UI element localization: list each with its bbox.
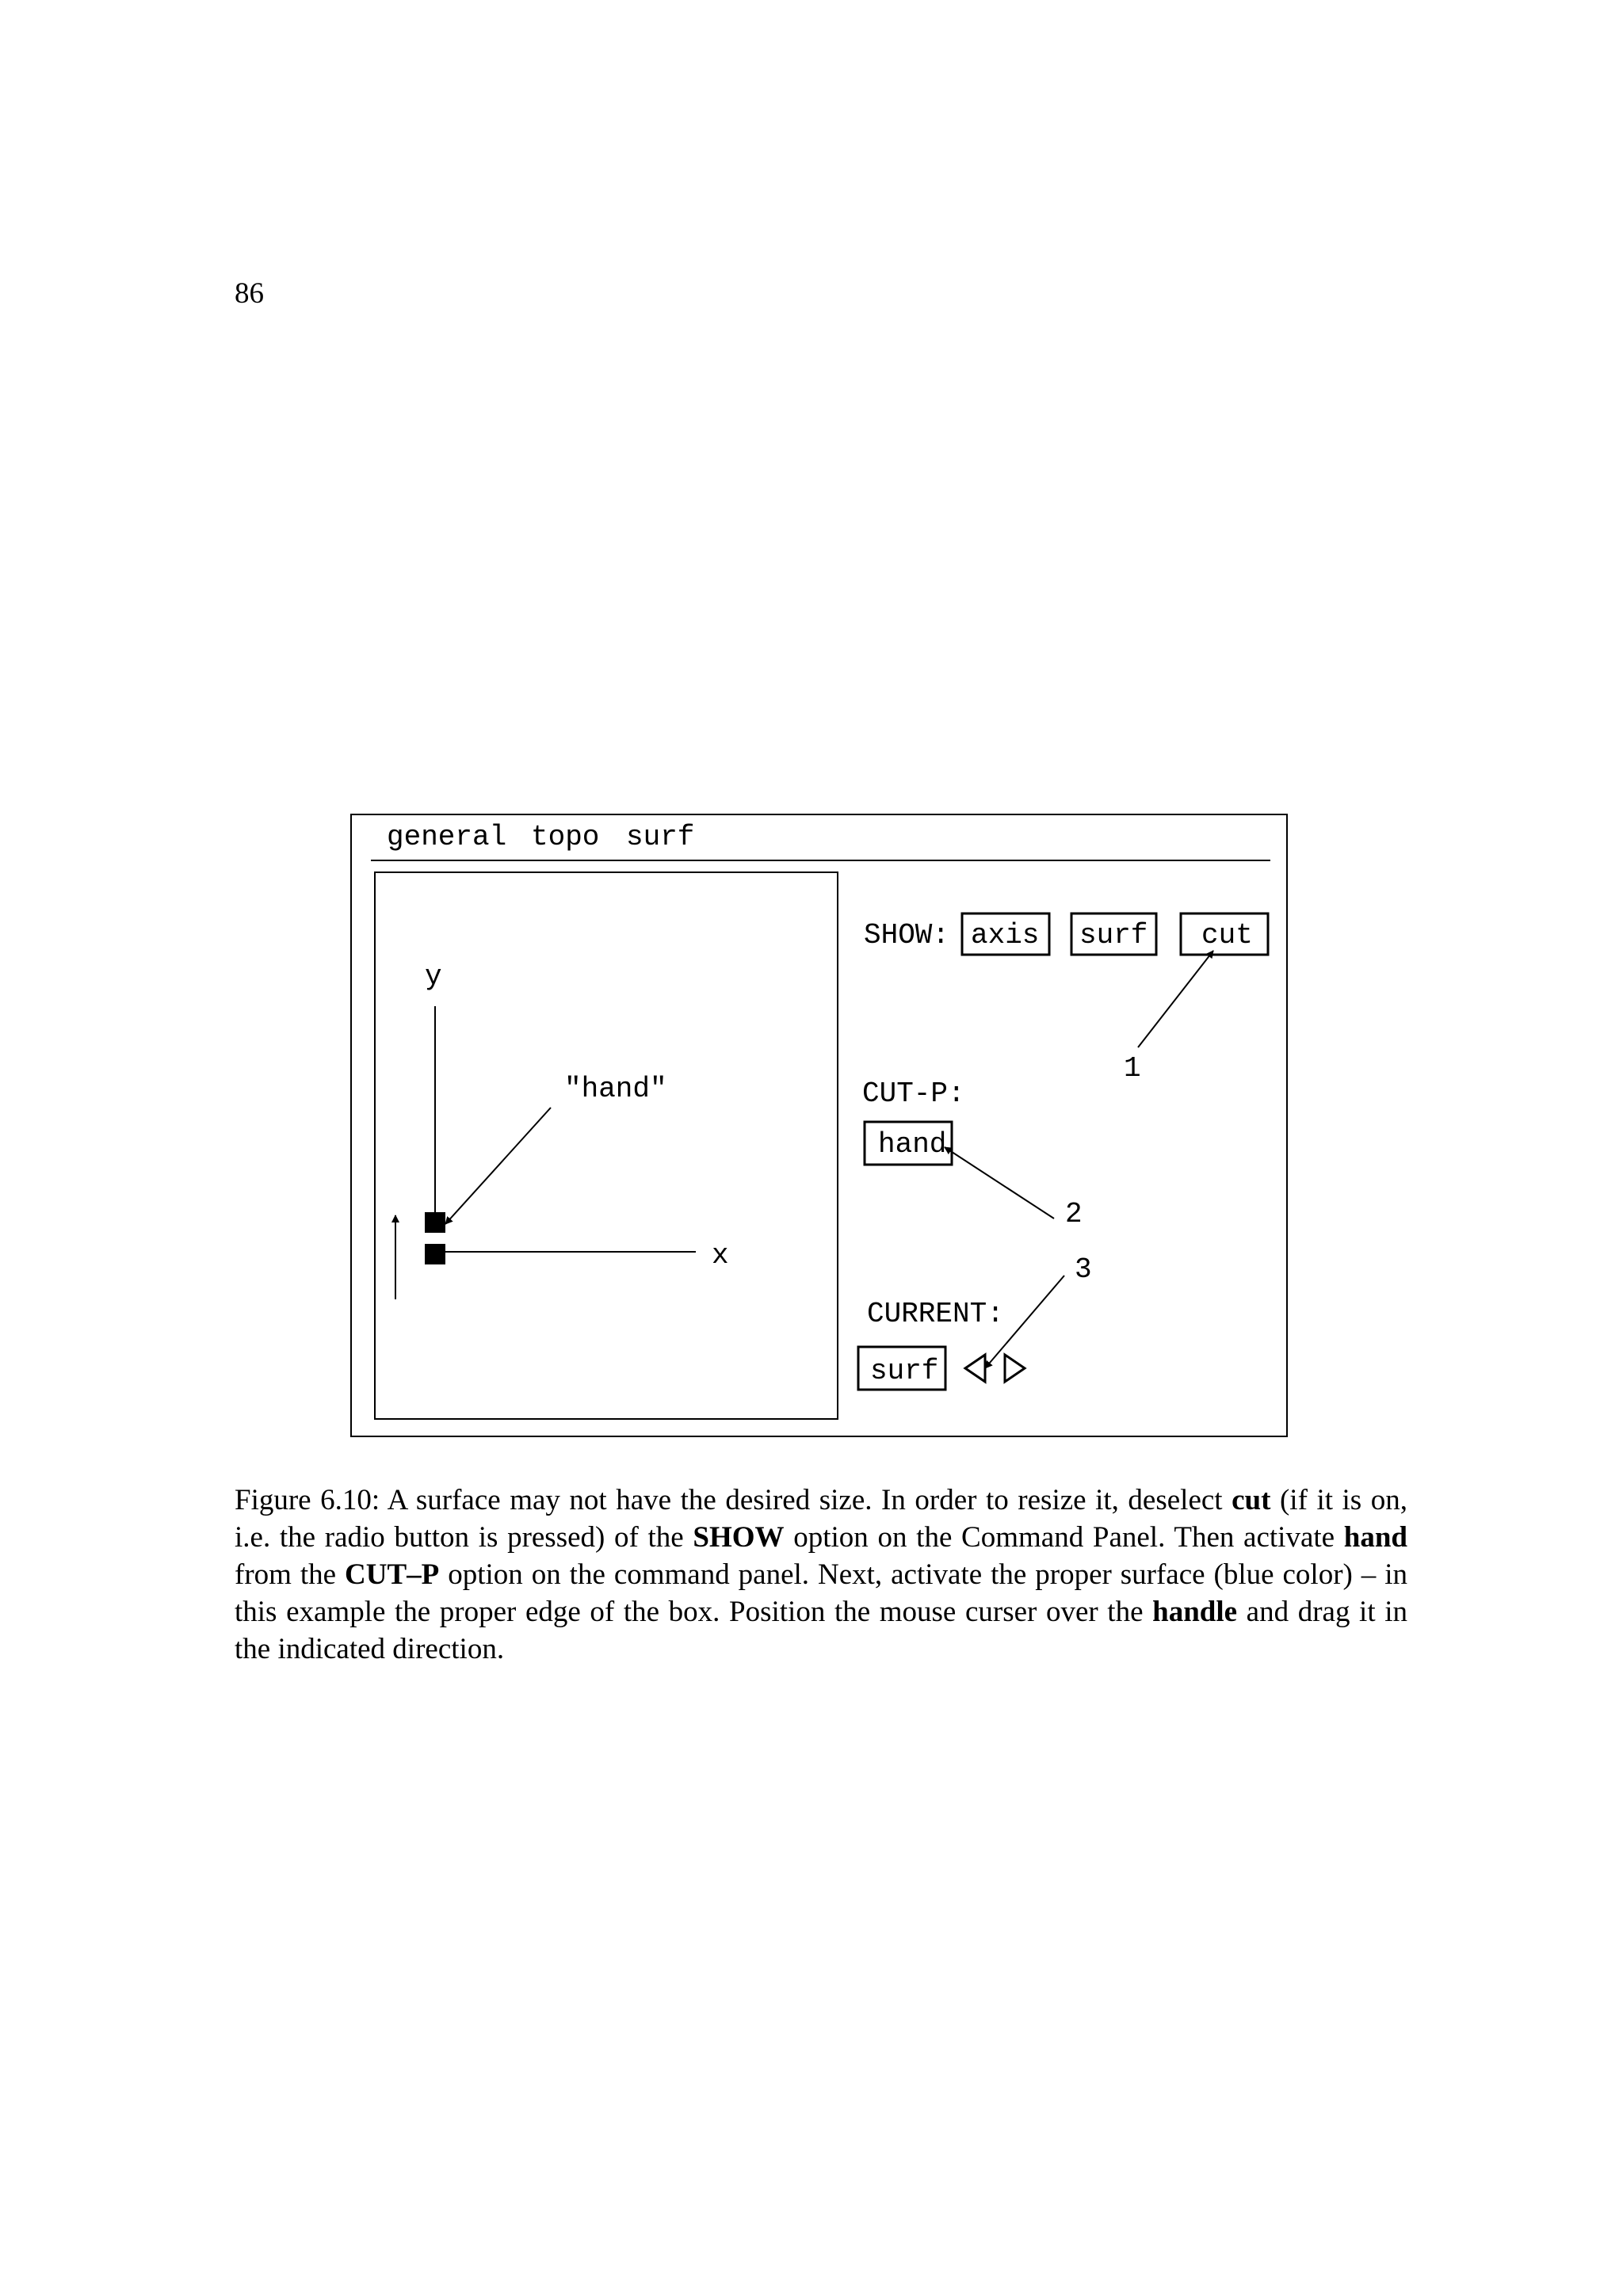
handle-bottom[interactable] [425,1244,445,1264]
show-cut-button[interactable]: cut [1201,919,1253,952]
current-option [858,1298,1025,1390]
callout-2-label: 2 [1065,1198,1083,1230]
current-prev-arrow-icon[interactable] [965,1355,985,1382]
callout-1-arrow [1138,951,1213,1047]
caption-bold-cut-p: CUT–P [345,1558,440,1591]
caption-bold-show: SHOW [693,1521,785,1554]
cut-p-option [862,1077,965,1165]
window-frame [351,814,1287,1436]
viewport [375,872,838,1419]
menu-bar [371,821,1270,860]
cut-p-label: CUT-P: [862,1077,965,1110]
caption-bold-handle: handle [1152,1596,1238,1628]
caption-text: option on the Command Panel. Then activate [784,1521,1344,1554]
callout-3-label: 3 [1075,1253,1092,1286]
figure-caption [235,1482,1407,1668]
current-surf-button[interactable]: surf [870,1355,939,1387]
hand-annotation-arrow [445,1108,551,1224]
caption-text: and drag it in the indicated direction. [235,1596,1407,1665]
show-axis-button[interactable]: axis [971,919,1040,952]
show-label: SHOW: [864,919,950,952]
caption-text: from the [235,1558,346,1591]
menu-item-surf[interactable]: surf [626,821,695,853]
show-option [864,913,1268,955]
callout-2-arrow [945,1147,1054,1219]
hand-annotation: "hand" [564,1073,667,1105]
viewport-frame [375,872,838,1419]
page-number: 86 [235,277,264,310]
caption-text: (if it is on, i.e. the radio button is pressed) of the [235,1484,1407,1554]
menu-item-general[interactable]: general [387,821,507,853]
caption-text: option on the command panel. Next, activate the proper surface (blue color) – in this example the proper edge of the box. Position the mouse curser over the [235,1558,1408,1628]
cut-p-hand-button[interactable]: hand [878,1128,947,1161]
axis-x-label: x [712,1239,729,1272]
caption-bold-cut: cut [1232,1484,1271,1516]
axis-y-label: y [425,960,442,993]
show-surf-button[interactable]: surf [1079,919,1148,952]
caption-text: Figure 6.10: A surface may not have the desired size. In order to resize it, deselect [235,1484,1232,1516]
callout-1-label: 1 [1124,1052,1141,1085]
current-label: CURRENT: [867,1298,1004,1330]
menu-item-topo[interactable]: topo [531,821,600,853]
handle-top[interactable] [425,1212,445,1233]
current-next-arrow-icon[interactable] [1005,1355,1025,1382]
caption-bold-hand: hand [1343,1521,1407,1554]
